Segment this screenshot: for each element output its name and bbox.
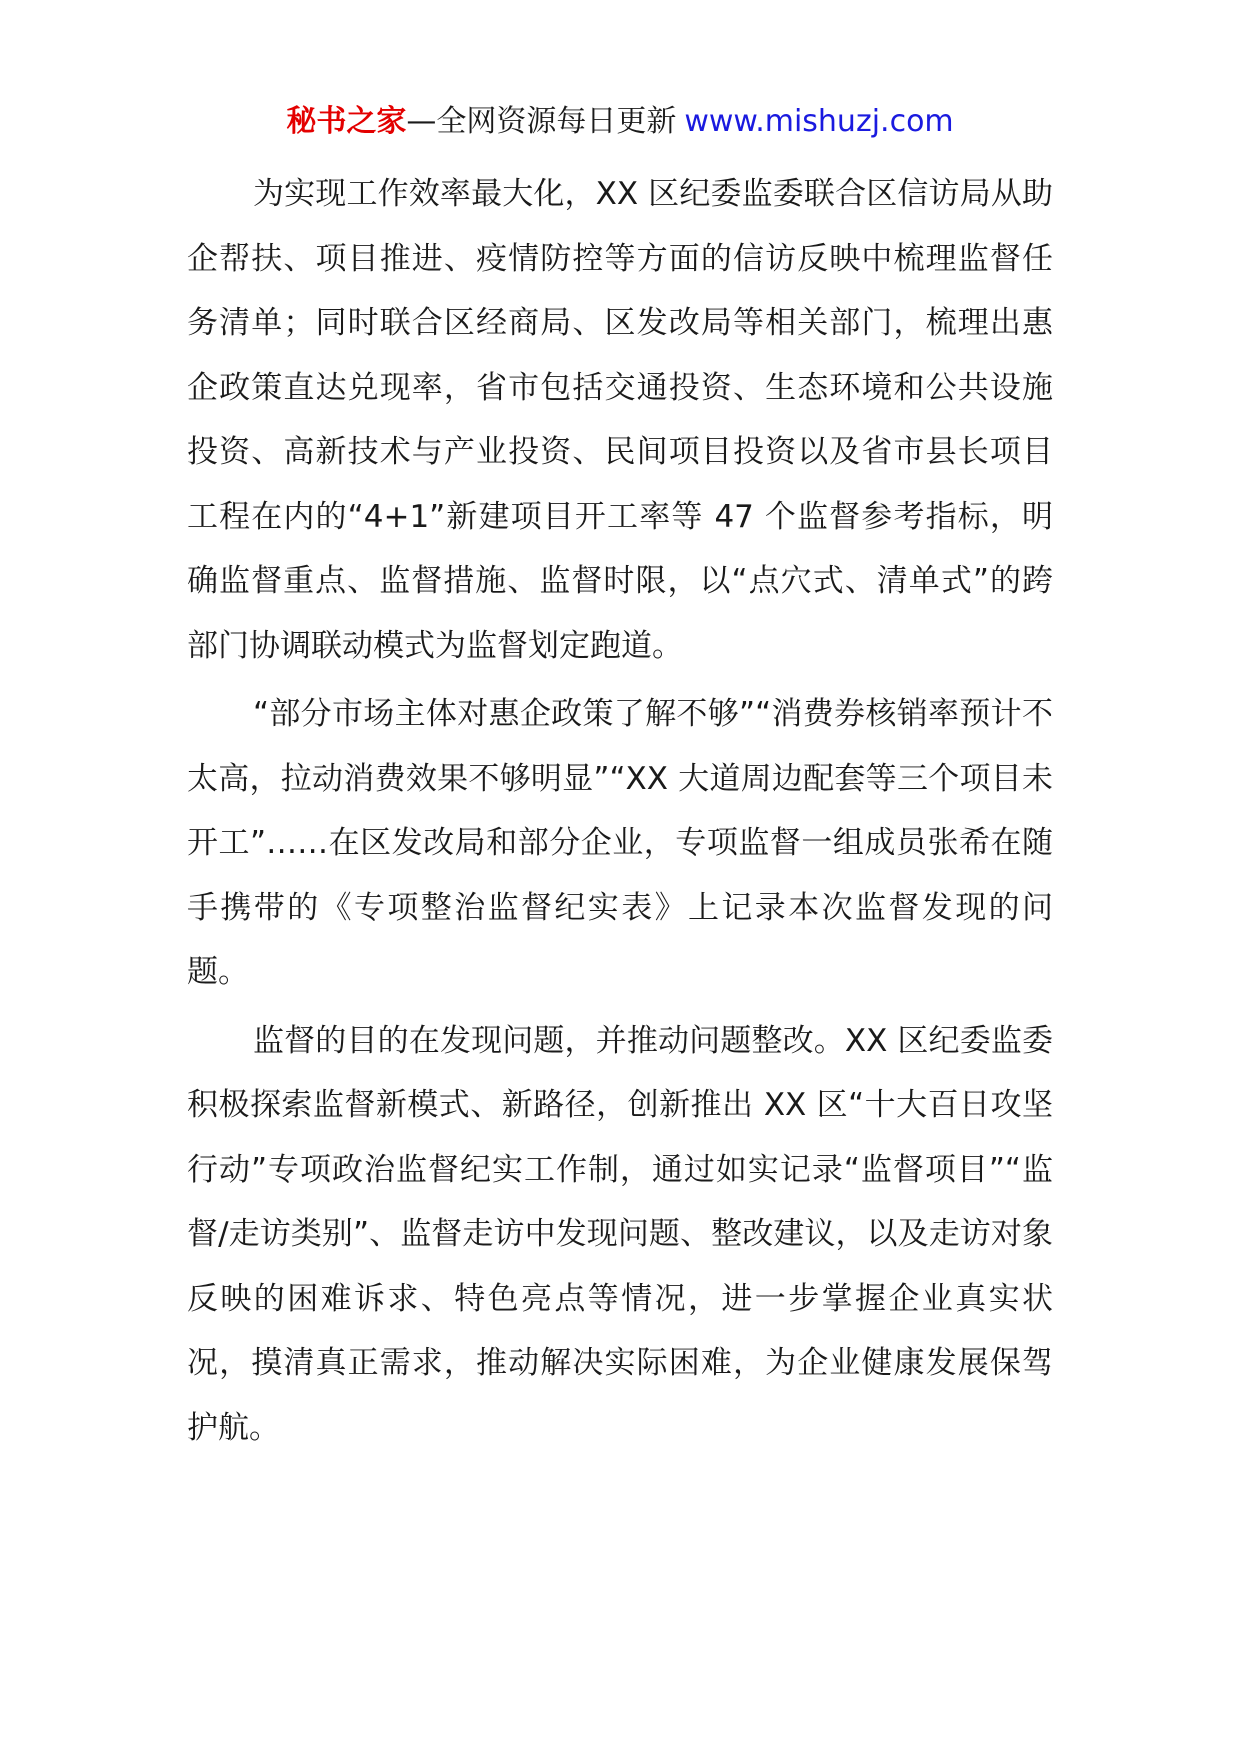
header-tagline: —全网资源每日更新 (406, 104, 677, 139)
article-body (187, 162, 1053, 1464)
brand-name: 秘书之家 (286, 104, 407, 139)
paragraph-1: 为实现工作效率最大化，XX 区纪委监委联合区信访局从助企帮扶、项目推进、疫情防控等方面的信访反映中梳理监督任务清单；同时联合区经商局、区发改局等相关部门，梳理出惠企政策直达兑现率，省市包括交通投资、生态环境和公共设施投资、高新技术与产业投资、民间项目投资以及省市县长项目工程在内的“4+1”新建项目开工率等 47 个监督参考指标，明确监督重点、监督措施、监督时限，以“点穴式、清单式”的跨部门协调联动模式为监督划定跑道。 (187, 176, 1053, 664)
website-link[interactable]: www.mishuzj.com (684, 104, 954, 139)
paragraph-2: “部分市场主体对惠企政策了解不够”“消费券核销率预计不太高，拉动消费效果不够明显”“XX 大道周边配套等三个项目未开工”……在区发改局和部分企业，专项监督一组成员张希在随手携带的《专项整治监督纪实表》上记录本次监督发现的问题。 (187, 696, 1053, 990)
paragraph-3: 监督的目的在发现问题，并推动问题整改。XX 区纪委监委积极探索监督新模式、新路径，创新推出 XX 区“十大百日攻坚行动”专项政治监督纪实工作制，通过如实记录“监督项目”“监督/走访类别”、监督走访中发现问题、整改建议，以及走访对象反映的困难诉求、特色亮点等情况，进一步掌握企业真实状况，摸清真正需求，推动解决实际困难，为企业健康发展保驾护航。 (187, 1022, 1053, 1446)
header-banner (0, 100, 1240, 144)
